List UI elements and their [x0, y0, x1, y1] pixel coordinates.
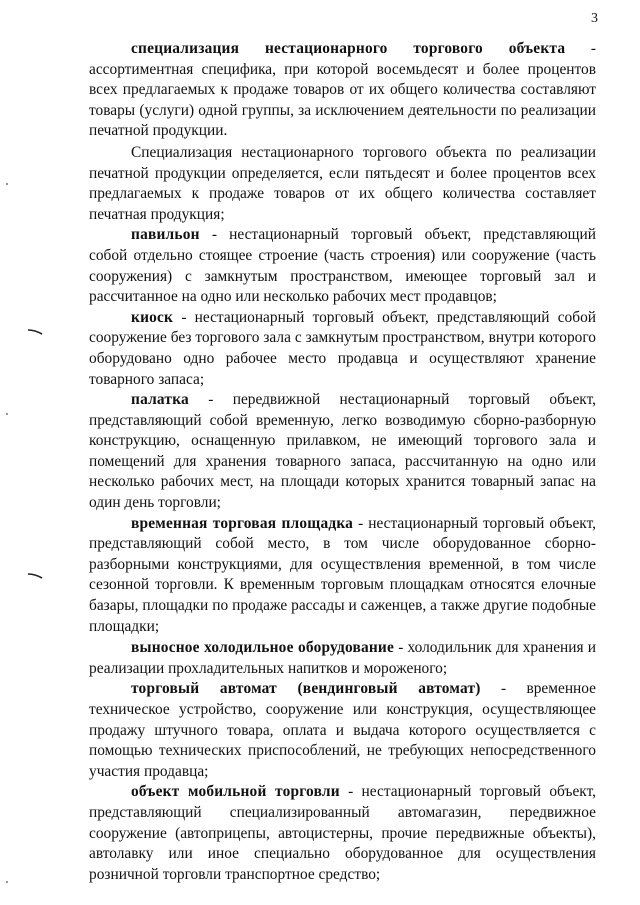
definition-text: - нестационарный торговый объект, представляющий собой отдельно стоящее строение (часть строения) или сооружение (часть сооружения) с замкнутым пространством, имеющее торговый зал и рассчитанное на одно или несколько рабочих мест продавцов; [89, 226, 596, 306]
term: киоск [131, 308, 174, 326]
scan-speck [6, 413, 8, 415]
definition-text: - холодильник для хранения и реализации прохладительных напитков и мороженого; [89, 639, 596, 677]
term: выносное холодильное оборудование [131, 639, 395, 657]
scan-speck [6, 183, 8, 185]
definition-temporary-site [89, 514, 596, 638]
body-text [89, 39, 596, 885]
term: временная торговая площадка [131, 514, 354, 532]
paragraph-print-specialization [89, 143, 596, 225]
definition-text: - нестационарный торговый объект, представляющий собой сооружение без торгового зала с замкнутым пространством, внутри которого оборудовано одно рабочее место продавца и осуществляют хранение товарного запаса; [89, 308, 596, 388]
paragraph-text: Специализация нестационарного торгового объекта по реализации печатной продукции определяется, если пятьдесят и более процентов всех предлагаемых к продаже товаров от их общего количества составляет печатная продукция; [89, 143, 596, 223]
term: торговый автомат (вендинговый автомат) [131, 680, 481, 698]
definition-kiosk [89, 308, 596, 390]
page-number: 3 [591, 11, 598, 26]
term: палатка [131, 391, 189, 409]
scan-speck [6, 881, 8, 883]
definition-refrigeration [89, 638, 596, 679]
definition-text: - ассортиментная специфика, при которой восемьдесят и более процентов всех предлагаемых к продаже товаров от их общего количества составляют товары (услуги) одной группы, за исключением деятельности по реализации печатной продукции. [89, 40, 596, 140]
definition-text: - передвижной нестационарный торговый объект, представляющий собой временную, легко возводимую сборно-разборную конструкцию, оснащенную прилавком, не имеющий торгового зала и помещений для хранения товарного запаса, рассчитанную на одно или несколько рабочих мест, на площади которых хранится товарный запас на один день торговли; [89, 391, 596, 512]
definition-specialization [89, 39, 596, 142]
definition-mobile-trade [89, 782, 596, 885]
binder-hole-mark [27, 329, 43, 335]
term: объект мобильной торговли [131, 783, 340, 801]
definition-tent [89, 390, 596, 514]
definition-vending-machine [89, 679, 596, 782]
binder-hole-mark [27, 573, 43, 579]
definition-text: - временное техническое устройство, сооружение или конструкция, осуществляющее продажу штучного товара, оплата и выдача которого осуществляется с помощью технических приспособлений, не требующих непосредственного участия продавца; [89, 680, 596, 780]
definition-text: - нестационарный торговый объект, представляющий специализированный автомагазин, передвижное сооружение (автоприцепы, автоцистерны, прочие передвижные объекты), автолавку или иное специально оборудованное для осуществления розничной торговли транспортное средство; [89, 783, 596, 883]
term: специализация нестационарного торгового объекта [131, 40, 566, 57]
term: павильон [131, 226, 200, 244]
definition-text: - нестационарный торговый объект, представляющий собой место, в том числе оборудованное сборно-разборными конструкциями, для осуществления временной, в том числе сезонной торговли. К временным торговым площадкам относятся елочные базары, площадки по продаже рассады и саженцев, а также другие подобные площадки; [89, 514, 596, 635]
definition-pavilion [89, 225, 596, 307]
